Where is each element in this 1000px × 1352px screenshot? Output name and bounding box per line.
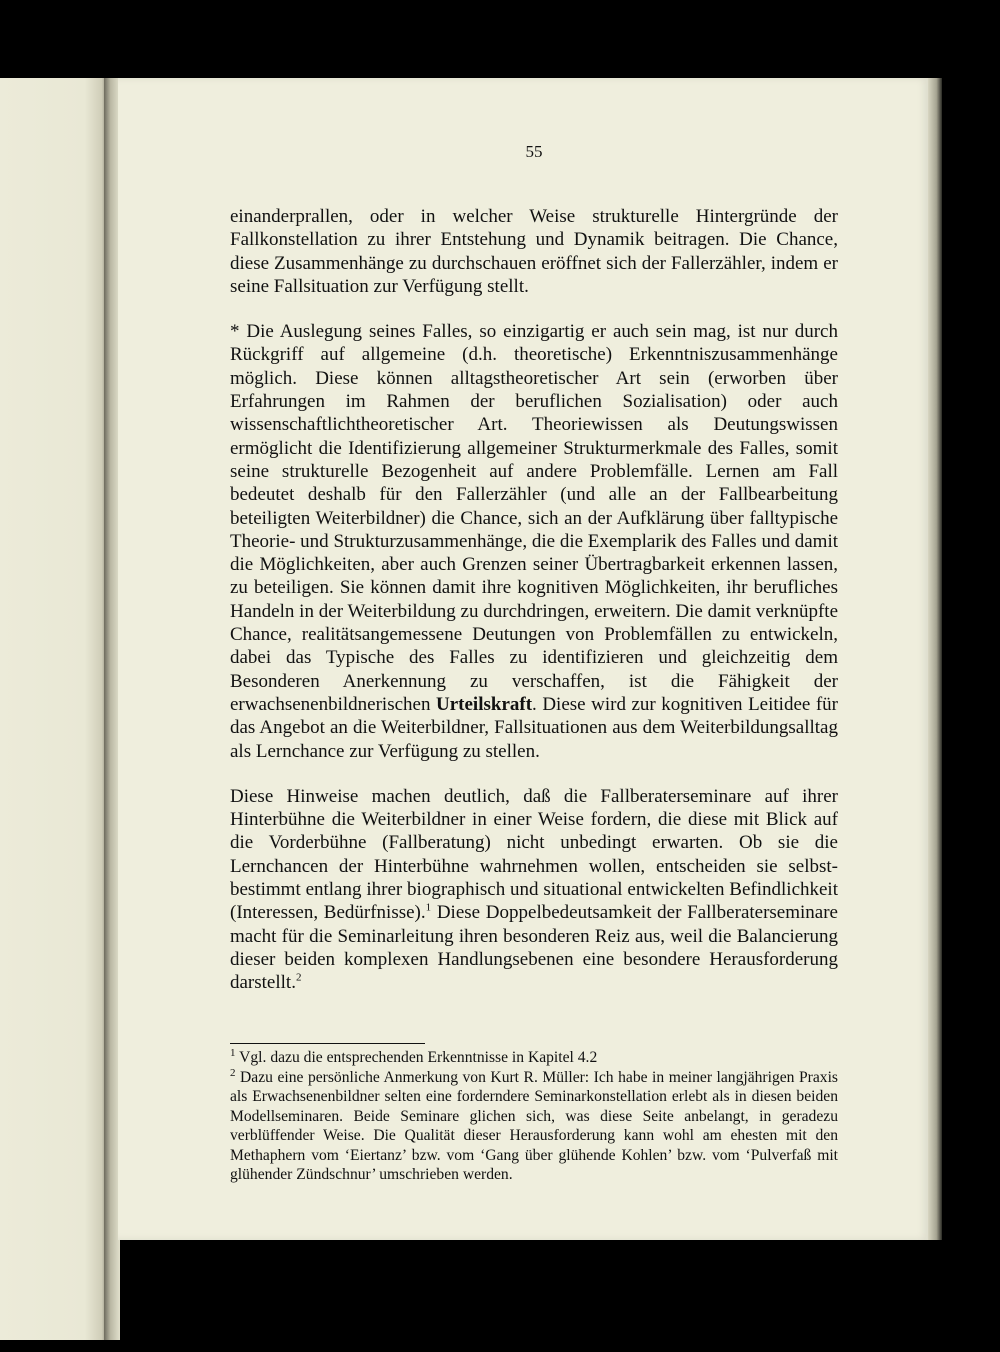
footnote-separator [230, 1043, 425, 1044]
paragraph-2 [230, 320, 838, 763]
paragraph-2-text: * Die Auslegung seines Falles, so einzigartig er auch sein mag, ist nur durch Rückgriff auf allgemeine (d.h. theoretische) Erkenntniszusammenhänge möglich. Diese können alltagstheoretischer Art sein (erworben über Erfahrungen im Rahmen der beruflichen Sozialisation) oder auch wissenschaftlichtheoretischer Art. Theoriewissen als Deutungswissen ermöglicht die Identifizierung allgemeiner Strukturmerkmale des Falles, somit seine strukturelle Bezogenheit auf andere Problemfälle. Lernen am Fall bedeutet deshalb für den Fallerzähler (und alle an der Fallbearbeitung beteiligten Weiterbildner) die Chance, sich an der Aufklärung über falltypische Theorie- und Strukturzusammenhänge, die die Exemplarik des Falles und damit die Möglichkeiten, aber auch Grenzen seiner Übertragbarkeit erkennen lassen, zu beteiligen. Sie können damit ihre kognitiven Möglichkeiten, ihr berufliches Handeln in der Weiterbildung zu durchdringen, erweitern. Die damit verknüpfte Chance, realitätsangemessene Deutungen von Problemfällen zu entwickeln, dabei das Typische des Falles zu identifizieren und gleichzeitig dem Besonderen Anerkennung zu verschaffen, ist die Fähigkeit der erwachsenenbildnerischen [230, 321, 838, 715]
footnote-1 [230, 1048, 838, 1068]
footnote-ref-1[interactable]: 1 [425, 901, 432, 914]
body-text [230, 205, 838, 1017]
footnote-1-marker: 1 [230, 1046, 236, 1059]
footnote-2-text: Dazu eine persönliche Anmerkung von Kurt R. Müller: Ich habe in meiner langjährigen Praxis als Erwachsenenbildner selten eine forderndere Seminarkonstellation erlebt als in diesen beiden Modellseminaren. Beide Seminare glichen sich, was diese Seite anbelangt, in geradezu verblüffender Weise. Die Qualität dieser Herausforderung kann wohl am ehesten mit den Methaphern vom ‘Eiertanz’ bzw. vom ‘Gang über glühende Kohlen’ bzw. vom ‘Pulverfaß mit glühender Zündschnur’ umschrieben werden. [230, 1068, 838, 1183]
paragraph-3 [230, 785, 838, 995]
footnotes [230, 1048, 838, 1185]
emphasis-urteilskraft: Urteilskraft [436, 693, 533, 715]
paragraph-2-end: . Diese wird zur kognitiven Leitidee für das Angebot an die Weiterbildner, Fallsituationen aus dem Weiterbildungsalltag als Lernchance zur Verfügung zu stellen. [230, 693, 839, 762]
left-page-margin [0, 78, 106, 1340]
paragraph-3-text: Diese Hinweise machen deutlich, daß die Fallberaterseminare auf ihrer Hinterbühne die Weiterbildner in einer Weise fordern, die diese mit Blick auf die Vorderbühne (Fallberatung) nicht unbedingt erwarten. Ob sie die Lernchancen der Hinterbühne wahrnehmen wollen, entscheiden sie selbst-bestimmt entlang ihrer biographisch und situational entwickelten Befindlichkeit (Interessen, Bedürfnisse). [230, 785, 838, 924]
footnote-ref-2[interactable]: 2 [295, 971, 302, 984]
footnote-1-text: Vgl. dazu die entsprechenden Erkenntnisse in Kapitel 4.2 [239, 1049, 598, 1066]
paragraph-1: einanderprallen, oder in welcher Weise strukturelle Hintergründe der Fallkonstellation zu ihrer Entstehung und Dynamik beitragen. Die Chance, diese Zusammenhänge zu durchschauen eröffnet sich der Fallerzähler, indem er seine Fallsituation zur Verfügung stellt. [230, 206, 838, 297]
paragraph-3-mid: Diese Doppelbedeutsamkeit der Fallberaterseminare macht für die Seminarleitung ihren besonderen Reiz aus, weil die Balancierung dieser beiden komplexen Handlungsebenen eine besondere Herausforderung darstellt. [230, 902, 838, 994]
footnote-2-marker: 2 [230, 1066, 236, 1079]
page-edge [928, 78, 942, 1240]
page-number: 55 [525, 142, 543, 161]
footnote-2 [230, 1068, 838, 1185]
